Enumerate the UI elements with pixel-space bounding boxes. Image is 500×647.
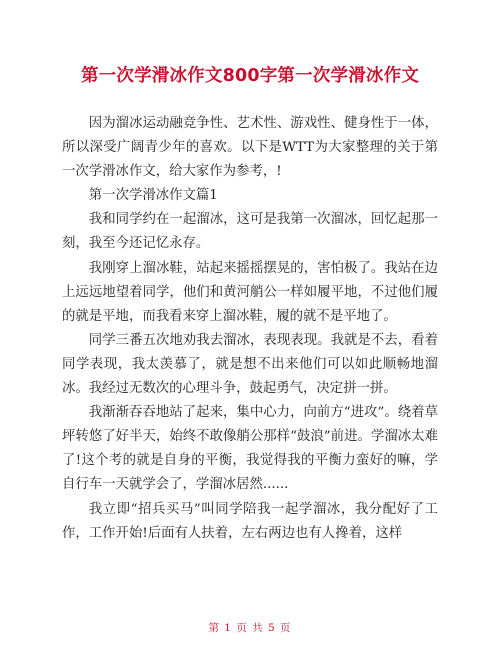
document-title: 第一次学滑冰作文800字第一次学滑冰作文 bbox=[80, 66, 420, 86]
page-number-footer: 第 1 页 共 5 页 bbox=[208, 622, 292, 634]
paragraph: 我刚穿上溜冰鞋，站起来摇摇摆晃的，害怕极了。我站在边上远远地望着同学，他们和黄河艄公一样如履平地，不过他们履的就是平地，而我看来穿上溜冰鞋，履的就不是平地了。 bbox=[62, 260, 438, 324]
paragraph: 我和同学约在一起溜冰，这可是我第一次溜冰，回忆起那一刻，我至今还记忆永存。 bbox=[62, 212, 438, 252]
paragraph: 同学三番五次地劝我去溜冰，表现表现。我就是不去，看着同学表现，我太羡慕了，就是想不出来他们可以如此顺畅地溜冰。我经过无数次的心理斗争，鼓起勇气，决定拼一拼。 bbox=[62, 332, 438, 397]
paragraph: 我立即“招兵买马”叫同学陪我一起学溜冰，我分配好了工作，工作开始!后面有人扶着，左右两边也有人搀着，这样 bbox=[62, 501, 438, 541]
section-heading: 第一次学滑冰作文篇1 bbox=[88, 188, 218, 204]
document-body bbox=[62, 112, 438, 546]
paragraph: 我渐渐吞吞地站了起来，集中心力，向前方“进攻”。绕着草坪转悠了好半天，始终不敢像艄公那样“鼓浪”前进。学溜冰太难了!这个考的就是自身的平衡，我觉得我的平衡力蛮好的嘛，学自行车一天就学会了，学溜冰居然...... bbox=[62, 405, 438, 493]
paragraph-intro: 因为溜冰运动融竞争性、艺术性、游戏性、健身性于一体，所以深受广阔青少年的喜欢。以下是WTT为大家整理的关于第一次学滑冰作文，给大家作为参考，! bbox=[62, 116, 438, 180]
